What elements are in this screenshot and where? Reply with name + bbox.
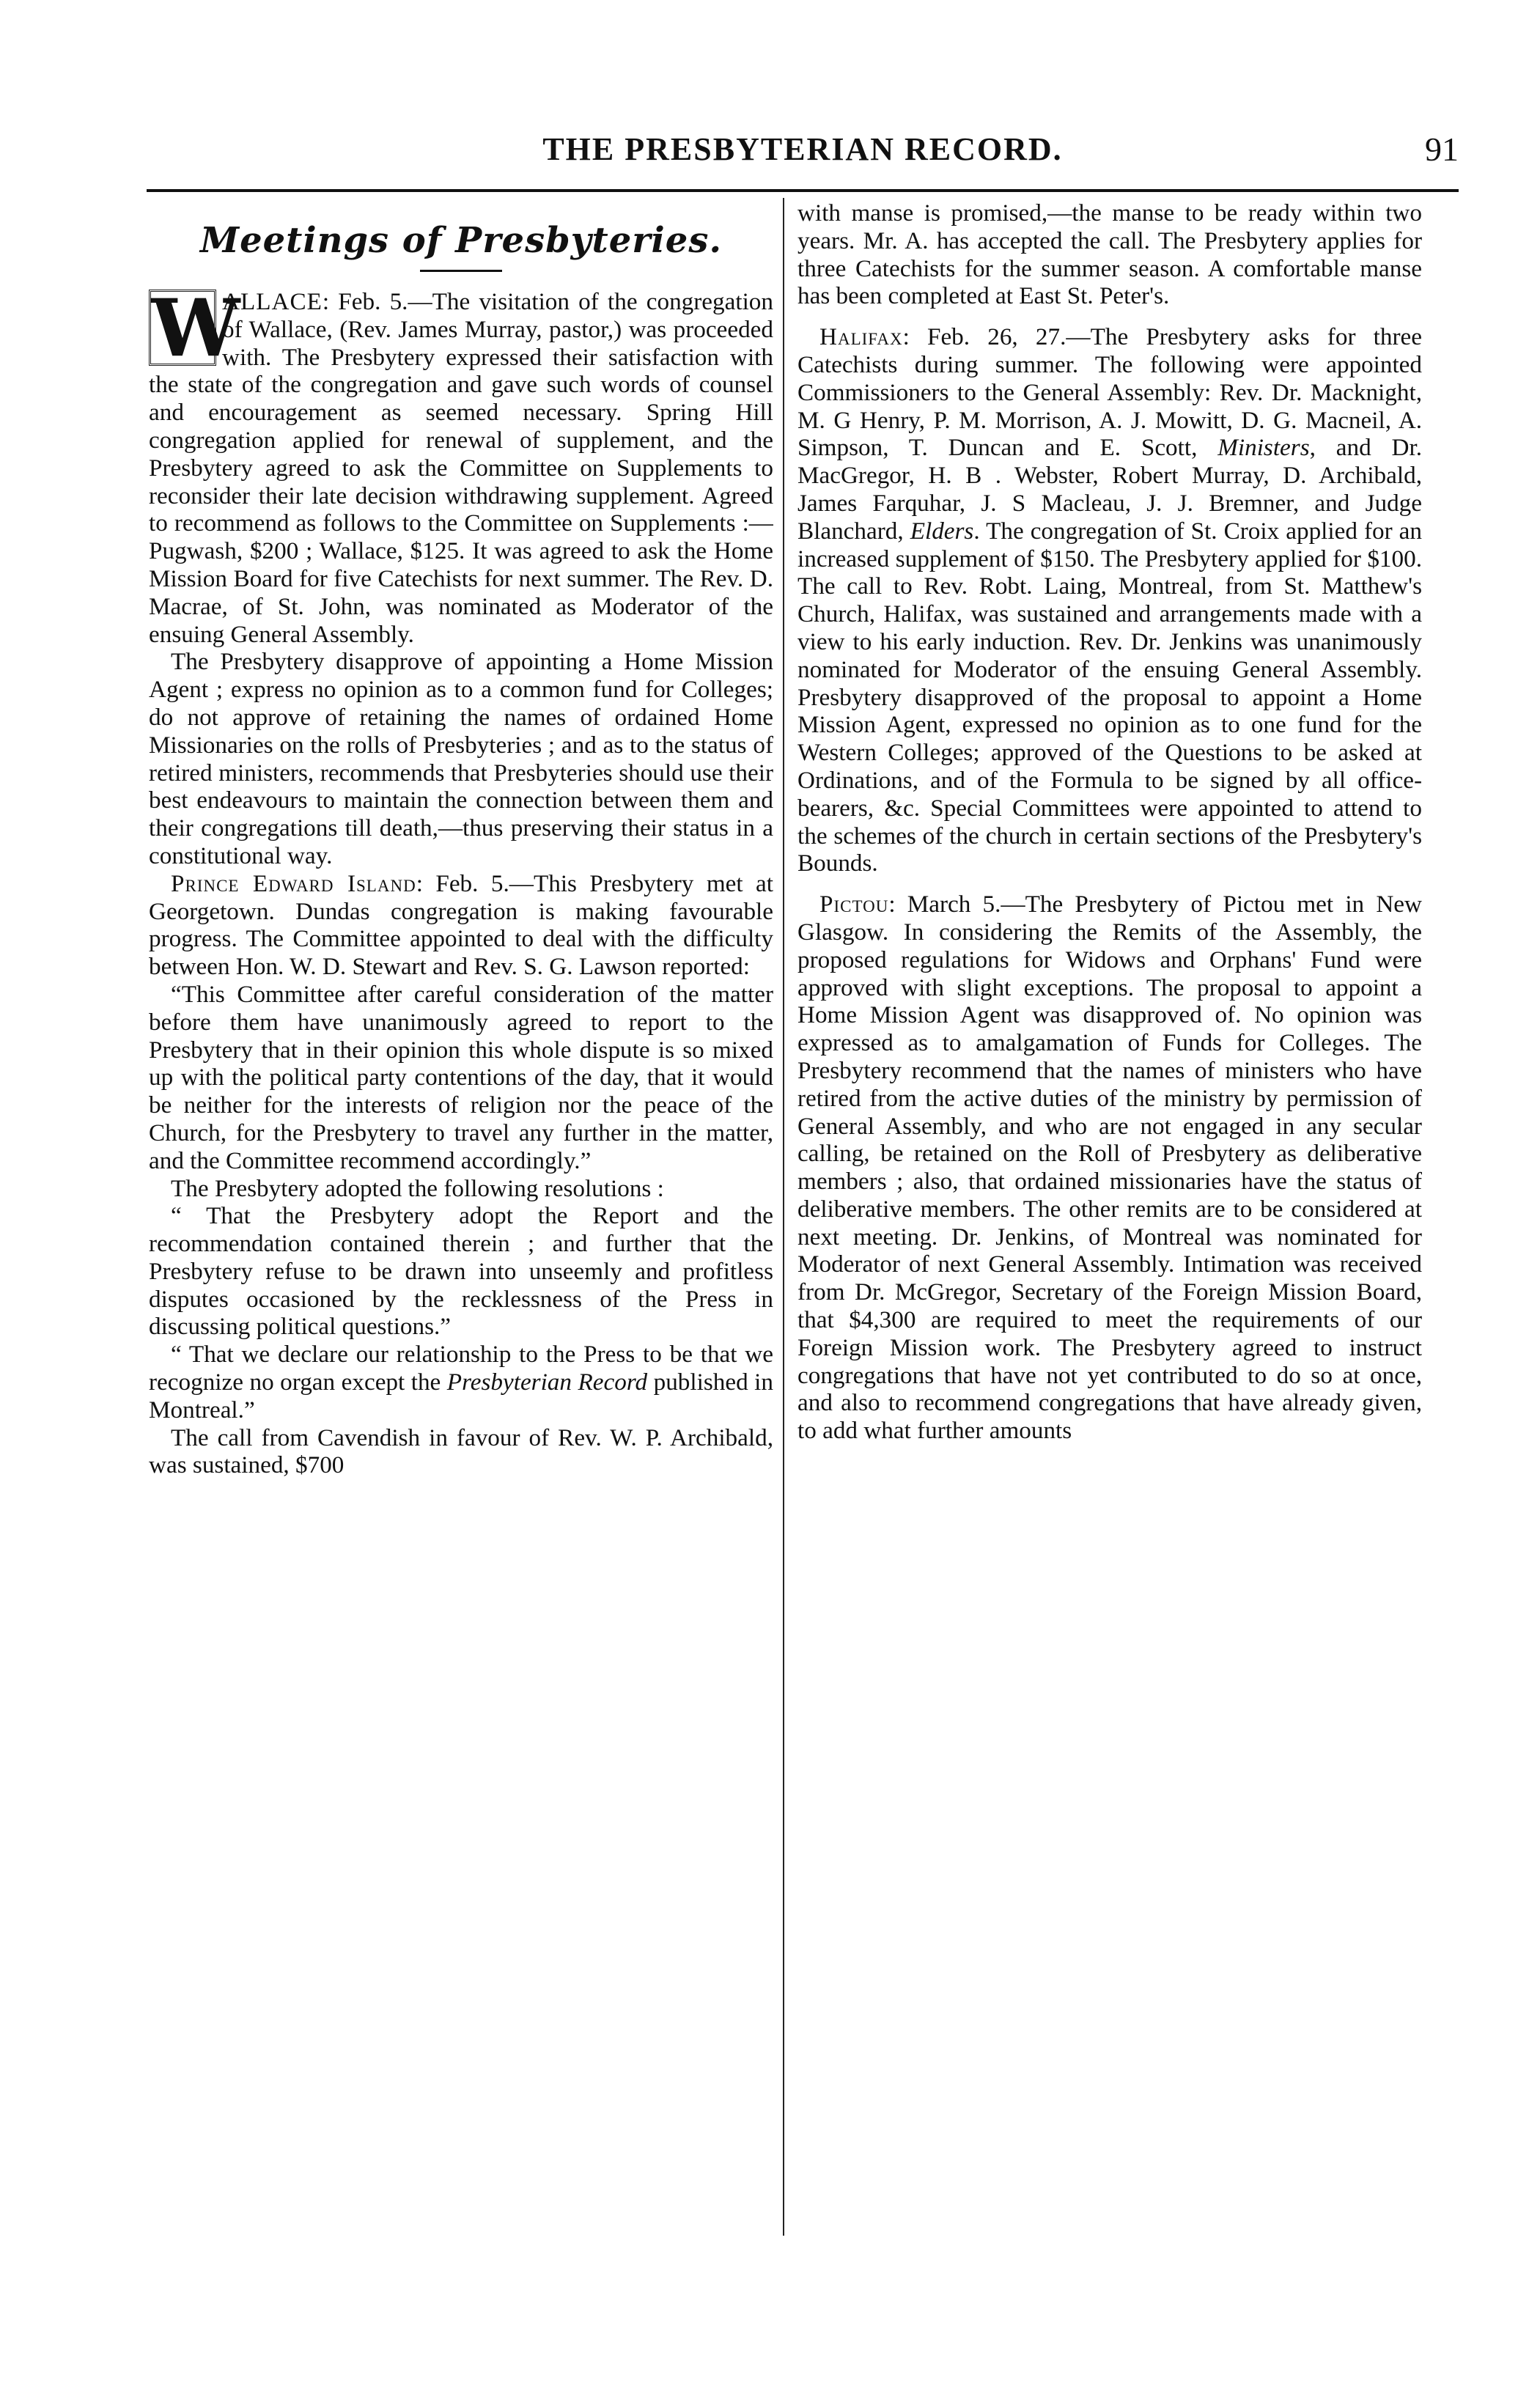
resolution-1: “ That the Presbytery adopt the Report and the recommendation contained therein ; and further that the Presbytery refuse to be drawn into unseemly and profitless disputes occasioned by the recklessness of the Press in discussing political questions.” bbox=[149, 1202, 773, 1341]
cavendish-call: The call from Cavendish in favour of Rev. W. P. Archibald, was sustained, $700 bbox=[149, 1423, 773, 1479]
continuation-paragraph: with manse is promised,—the manse to be ready within two years. Mr. A. has accepted the call. The Presbytery applies for three Catechists for the summer season. A comfortable manse has been completed at East St. Peter's. bbox=[797, 199, 1422, 310]
pei-place: Prince Edward Island bbox=[171, 869, 416, 897]
wallace-paragraph bbox=[149, 282, 773, 648]
halifax-paragraph bbox=[797, 323, 1422, 877]
pictou-paragraph bbox=[797, 891, 1422, 1445]
section-rule bbox=[420, 270, 502, 272]
resolution-2 bbox=[149, 1341, 773, 1423]
halifax-text-3: . The congregation of St. Croix applied for an increased supplement of $150. The Presbytery applied for $100. The call to Rev. Robt. Laing, Montreal, from St. Matthew's Church, Halifax, was sustained and arrangements made with a view to his early induction. Rev. Dr. Jenkins was unanimously nominated for Moderator of the ensuing General Assembly. Presbytery disapproved of the proposal to appoint a Home Mission Agent, expressed no opinion as to one fund for the Western Colleges; approved of the Questions to be asked at Ordinations, and of the Formula to be signed by all office-bearers, &c. Special Committees were appointed to attend to the schemes of the church in certain sections of the Presbytery's Bounds. bbox=[797, 517, 1422, 877]
wallace-place: ALLACE bbox=[222, 288, 323, 315]
ministers-label: Ministers bbox=[1217, 434, 1310, 462]
record-title: Presbyterian Record bbox=[446, 1369, 648, 1396]
committee-quote: “This Committee after careful consideration of the matter before them have unanimously agreed to report to the Presbytery that in their opinion this whole dispute is so mixed up with the political party contentions of the day, that it would be neither for the interests of religion nor the peace of the Church, for the Presbytery to travel any further in the matter, and the Committee recommend accordingly.” bbox=[149, 980, 773, 1174]
section-heading: Meetings of Presbyteries. bbox=[199, 220, 723, 261]
resolutions-intro: The Presbytery adopted the following resolutions : bbox=[171, 1174, 664, 1202]
spacer bbox=[797, 310, 1422, 323]
wallace-text: : Feb. 5.—The visitation of the congregation of Wallace, (Rev. James Murray, pastor,) was proceeded with. The Presbytery expressed their satisfaction with the state of the congregation and gave such words of counsel and encouragement as seemed necessary. Spring Hill congregation applied for renewal of supplement, and the Presbytery agreed to ask the Committee on Supplements to reconsider their late decision withdrawing supplement. Agreed to recommend as follows to the Committee on Supplements :—Pugwash, $200 ; Wallace, $125. It was agreed to ask the Home Mission Board for five Catechists for next summer. The Rev. D. Macrae, of St. John, was nominated as Moderator of the ensuing General Assembly. bbox=[149, 288, 773, 648]
wallace-remits-paragraph: The Presbytery disapprove of appointing a Home Mission Agent ; express no opinion as to a common fund for Colleges; do not approve of retaining the names of ordained Home Missionaries on the rolls of Presbyteries ; and as to the status of retired ministers, recommends that Presbyteries should use their best endeavours to maintain the connection between them and their congregations till death,—thus preserving their status in a constitutional way. bbox=[149, 648, 773, 869]
pictou-text: : March 5.—The Presbytery of Pictou met in New Glasgow. In considering the Remits of the Assembly, the proposed regulations for Widows and Orphans' Fund were approved with slight exceptions. The proposal to appoint a Home Mission Agent was disapproved of. No opinion was expressed as to amalgamation of Funds for Colleges. The Presbytery recommend that the names of ministers who have retired from the active duties of the ministry by permission of General Assembly, and who are not engaged in any secular calling, be retained on the Roll of Presbytery as deliberative members ; also, that ordained missionaries have the status of deliberative members. The other remits are to be considered at next meeting. Dr. Jenkins, of Montreal was nominated for Moderator of next General Assembly. Intimation was received from Dr. McGregor, Secretary of the Foreign Mission Board, that $4,300 are required to meet the requirements of our Foreign Mission work. The Presbytery agreed to instruct congregations that have not yet contributed to do so at once, and also to recommend congregations that have already given, to add what further amounts bbox=[797, 891, 1422, 1445]
pei-text: : Feb. 5.—This Presbytery met at Georgetown. Dundas congregation is making favourable progress. The Committee appointed to deal with the difficulty between Hon. W. D. Stewart and Rev. S. G. Lawson reported: bbox=[149, 869, 773, 981]
resolution-2-after: published in Montreal.” bbox=[149, 1369, 773, 1423]
spacer bbox=[797, 877, 1422, 891]
halifax-text-2: , and Dr. MacGregor, H. B . Webster, Robert Murray, D. Archibald, James Farquhar, J. S Macleau, J. J. Bremner, and Judge Blanchard, bbox=[797, 434, 1422, 545]
running-title: THE PRESBYTERIAN RECORD. bbox=[542, 131, 1063, 167]
pei-paragraph bbox=[149, 870, 773, 981]
column-divider bbox=[783, 198, 784, 2236]
drop-cap-letter: W bbox=[149, 290, 216, 366]
header-rule bbox=[147, 189, 1459, 192]
left-column bbox=[149, 199, 773, 2230]
pictou-place: Pictou bbox=[819, 891, 889, 918]
right-column bbox=[797, 199, 1422, 2230]
resolution-2-before: “ That we declare our relationship to the Press to be that we recognize no organ except the bbox=[149, 1341, 773, 1396]
elders-label: Elders bbox=[910, 517, 974, 545]
page-number: 91 bbox=[1425, 130, 1459, 168]
running-head bbox=[147, 123, 1459, 176]
halifax-place: Halifax bbox=[819, 323, 903, 351]
halifax-text-1: : Feb. 26, 27.—The Presbytery asks for three Catechists during summer. The following were appointed Commissioners to the General Assembly: Rev. Dr. Macknight, M. G Henry, P. M. Morrison, A. J. Mowitt, D. G. Macneil, A. Simpson, T. Duncan and E. Scott, bbox=[797, 323, 1422, 462]
